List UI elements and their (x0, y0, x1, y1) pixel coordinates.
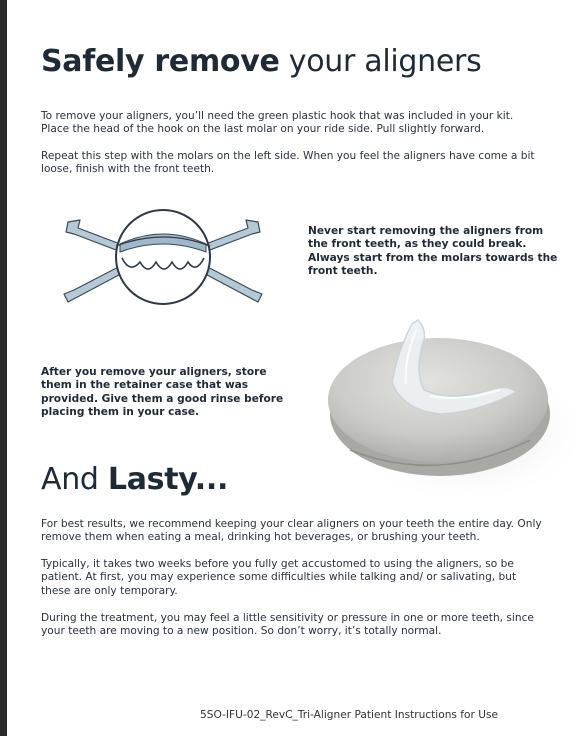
section2-paragraph-1: For best results, we recommend keeping your clear aligners on your teeth the entire day. Only remove them when eating a meal, drinking hot beverages, or brushing your teeth. (41, 518, 542, 544)
section2-paragraph-3: During the treatment, you may feel a little sensitivity or pressure in one or more teeth, since your teeth are moving to a new position. So don’t worry, it’s totally normal. (41, 612, 534, 638)
document-footer: 5SO-IFU-02_RevC_Tri-Aligner Patient Instructions for Use (200, 709, 499, 721)
page-title-rest: your aligners (279, 44, 482, 79)
page-edge-bar (0, 0, 7, 736)
mouth-circle (116, 210, 210, 304)
page-title-bold: Safely remove (41, 44, 280, 79)
section-title-bold: Lasty... (107, 462, 229, 497)
front-teeth-warning: Never start removing the aligners from the front teeth, as they could break. Always start from the molars towards the front teeth. (308, 225, 558, 278)
intro-paragraph-2: Repeat this step with the molars on the left side. When you feel the aligners have come a bit loose, finish with the front teeth. (41, 150, 535, 176)
intro-paragraph-1: To remove your aligners, you’ll need the green plastic hook that was included in your kit. Place the head of the hook on the last molar on your ride side. Pull slightly forward. (41, 110, 514, 136)
aligner-hook-illustration (60, 206, 266, 308)
section-title-and-lastly (41, 462, 228, 498)
section-title-light: And (41, 462, 108, 497)
retainer-case-illustration (320, 290, 586, 510)
section2-paragraph-2: Typically, it takes two weeks before you fully get accustomed to using the aligners, so be patient. At first, you may experience some difficulties while talking and/ or salivating, but these are only temporary. (41, 558, 517, 597)
storage-instruction: After you remove your aligners, store them in the retainer case that was provided. Give them a good rinse before placing them in your case. (41, 366, 284, 419)
page-title (41, 44, 481, 80)
